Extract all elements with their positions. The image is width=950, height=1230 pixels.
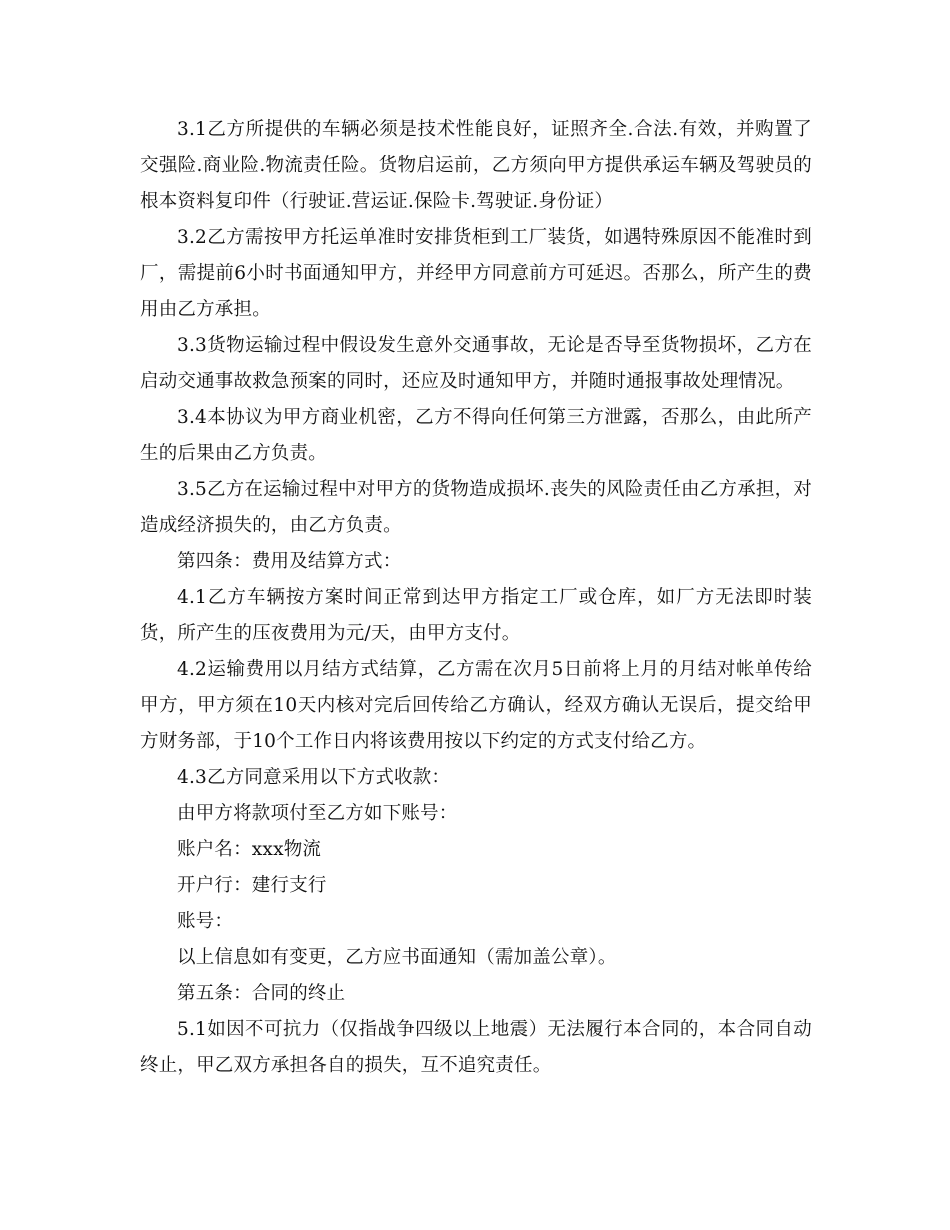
section-5-title: 第五条：合同的终止 bbox=[177, 983, 346, 1004]
bank-branch: 开户行：建行支行 bbox=[177, 875, 327, 896]
clause-3-3: 3.3货物运输过程中假设发生意外交通事故，无论是否导至货物损坏，乙方在启动交通事故救急预案的同时，还应及时通知甲方，并随时通报事故处理情况。 bbox=[140, 335, 812, 392]
clause-4-1: 4.1乙方车辆按方案时间正常到达甲方指定工厂或仓库，如厂方无法即时装货，所产生的压夜费用为元/天，由甲方支付。 bbox=[140, 587, 812, 644]
clause-3-4: 3.4本协议为甲方商业机密，乙方不得向任何第三方泄露，否那么，由此所产生的后果由乙方负责。 bbox=[140, 407, 812, 464]
clause-3-5: 3.5乙方在运输过程中对甲方的货物造成损坏.丧失的风险责任由乙方承担，对造成经济损失的，由乙方负责。 bbox=[140, 479, 812, 536]
change-notice: 以上信息如有变更，乙方应书面通知（需加盖公章）。 bbox=[177, 947, 617, 968]
document-body bbox=[140, 112, 812, 1084]
clause-3-2: 3.2乙方需按甲方托运单准时安排货柜到工厂装货，如遇特殊原因不能准时到厂，需提前6小时书面通知甲方，并经甲方同意前方可延迟。否那么，所产生的费用由乙方承担。 bbox=[140, 227, 812, 320]
account-name: 账户名：xxx物流 bbox=[177, 839, 322, 860]
payment-instruction: 由甲方将款项付至乙方如下账号： bbox=[177, 803, 458, 824]
clause-5-1: 5.1如因不可抗力（仅指战争四级以上地震）无法履行本合同的，本合同自动终止，甲乙双方承担各自的损失，互不追究责任。 bbox=[140, 1019, 812, 1076]
clause-4-2: 4.2运输费用以月结方式结算，乙方需在次月5日前将上月的月结对帐单传给甲方，甲方须在10天内核对完后回传给乙方确认，经双方确认无误后，提交给甲方财务部，于10个工作日内将该费用按以下约定的方式支付给乙方。 bbox=[140, 659, 812, 752]
section-4-title: 第四条：费用及结算方式： bbox=[177, 551, 402, 572]
clause-4-3: 4.3乙方同意采用以下方式收款： bbox=[177, 767, 451, 788]
clause-3-1: 3.1乙方所提供的车辆必须是技术性能良好，证照齐全.合法.有效，并购置了交强险.商业险.物流责任险。货物启运前，乙方须向甲方提供承运车辆及驾驶员的根本资料复印件（行驶证.营运证.保险卡.驾驶证.身份证） bbox=[140, 119, 812, 212]
account-number: 账号： bbox=[177, 911, 234, 932]
